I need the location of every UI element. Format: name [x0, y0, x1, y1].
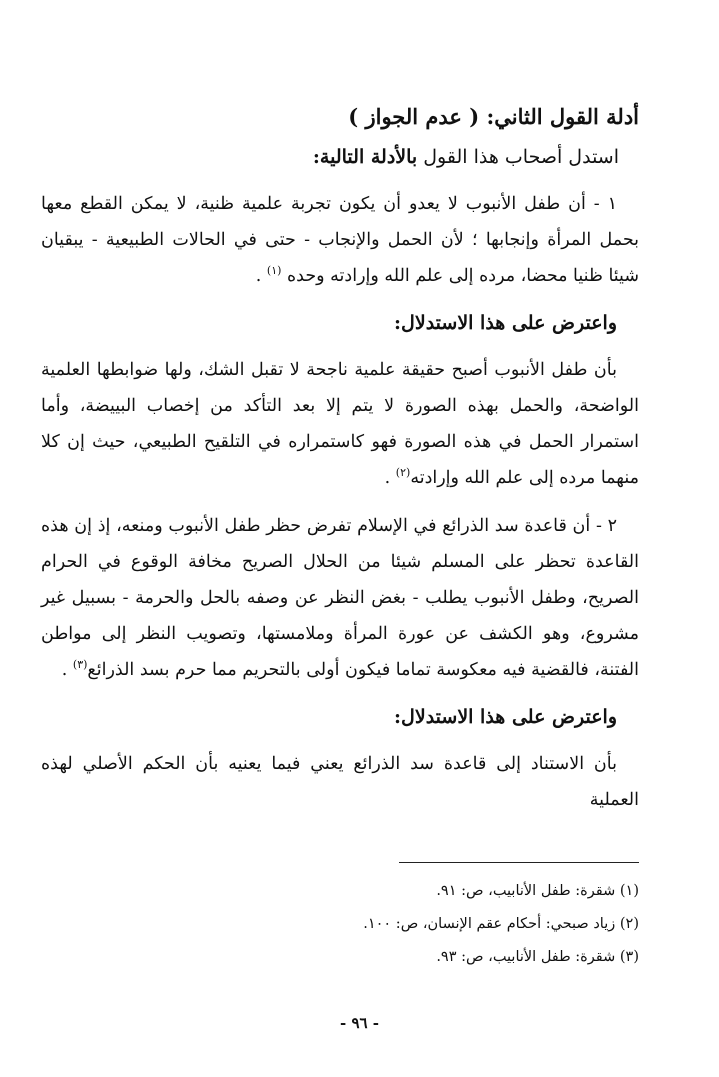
paragraph-text: ٢ - أن قاعدة سد الذرائع في الإسلام تفرض حظر طفل الأنبوب ومنعه، إذ إن هذه القاعدة تحظر على المسلم شيئا من الحلال الصريح مخافة الوقوع في الحرام الصريح، وطفل الأنبوب يطلب - بغض النظر عن وصفه بالحل والحرمة - بسبيل غير مشروع، وهو الكشف عن عورة المرأة وملامستها، وتصويب النظر إلى مواطن الفتنة، فالقضية فيه معكوسة تماما فيكون أولى بالتحريم مما حرم بسد الذرائع	[41, 516, 639, 680]
footnotes	[41, 875, 639, 974]
lead-sentence	[41, 140, 619, 174]
lead-text: استدل أصحاب هذا القول	[417, 146, 619, 168]
footnote-3: (٣) شقرة: طفل الأنابيب، ص: ٩٣.	[436, 949, 639, 965]
footnote-2: (٢) زياد صبحي: أحكام عقم الإنسان، ص: ١٠٠.	[363, 916, 639, 932]
section-heading: أدلة القول الثاني: ( عدم الجواز )	[348, 104, 639, 129]
page-number: - ٩٦ -	[339, 1014, 380, 1032]
paragraph-objection-response-2	[41, 746, 639, 818]
paragraph-text: بأن طفل الأنبوب أصبح حقيقة علمية ناجحة لا تقبل الشك، ولها ضوابطها العلمية الواضحة، والحمل بهذه الصورة لا يتم إلا بعد التأكد من إخصاب البييضة، وأما استمرار الحمل في هذه الصورة فهو كاستمراره في التلقيح الطبيعي، حيث إن كلا منهما مرده إلى علم الله وإرادته	[41, 360, 639, 488]
lead-bold-text: بالأدلة التالية:	[312, 146, 418, 168]
paragraph-text: ١ - أن طفل الأنبوب لا يعدو أن يكون تجربة علمية ظنية، لا يمكن القطع معها بحمل المرأة وإنجابها ؛ لأن الحمل والإنجاب - حتى في الحالات الطبيعية - يبقيان شيئا ظنيا محضا، مرده إلى علم الله وإرادته وحده	[41, 194, 639, 286]
paragraph-first-evidence	[41, 186, 639, 294]
paragraph-text: بأن الاستناد إلى قاعدة سد الذرائع يعني فيما يعنيه بأن الحكم الأصلي لهذه العملية	[41, 754, 639, 810]
main-text	[41, 100, 639, 830]
paragraph-end: .	[384, 468, 396, 488]
objection-heading-1: واعترض على هذا الاستدلال:	[394, 312, 617, 334]
paragraph-end: .	[255, 266, 267, 286]
footnote-1: (١) شقرة: طفل الأنابيب، ص: ٩١.	[436, 883, 639, 899]
footnote-divider	[399, 862, 639, 863]
paragraph-end: .	[61, 660, 73, 680]
paragraph-objection-response-1	[41, 352, 639, 496]
footnote-ref-3: (٣)	[72, 658, 88, 672]
objection-heading-2: واعترض على هذا الاستدلال:	[394, 706, 617, 728]
footnote-ref-2: (٢)	[395, 466, 411, 480]
footnote-ref-1: (١)	[266, 264, 282, 278]
paragraph-second-evidence	[41, 508, 639, 688]
